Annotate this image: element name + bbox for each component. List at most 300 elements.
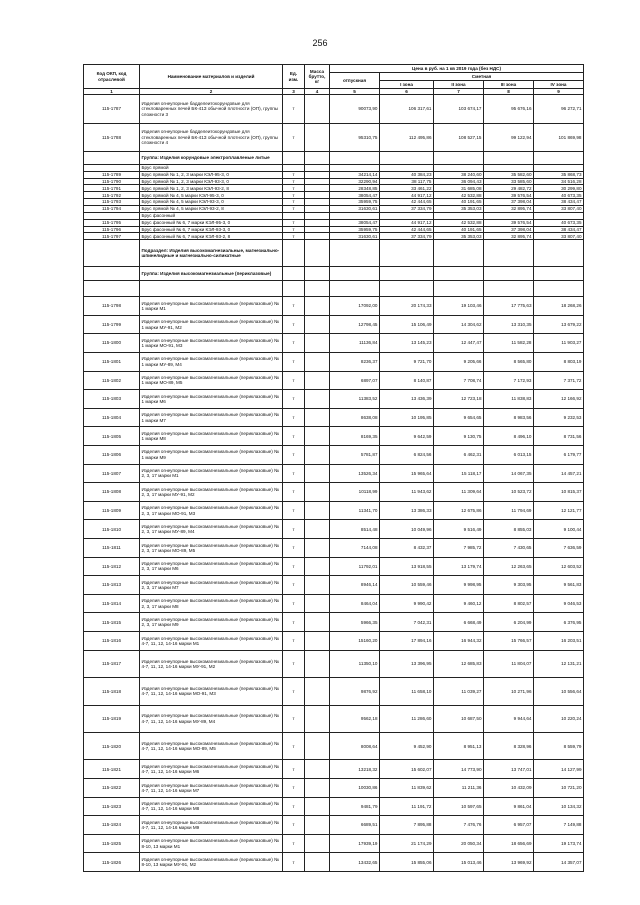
row-name: Изделия огнеупорные высокомагнезиальные (периклазовые) № 2, 3, 17 марки М6 <box>140 557 283 576</box>
row-code: 115-1810 <box>84 520 140 539</box>
row-price-zone-3: 13 969,92 <box>484 853 534 872</box>
row-code: 115-1811 <box>84 539 140 558</box>
row-mass <box>305 650 330 677</box>
table-row <box>84 297 584 316</box>
page-number: 256 <box>312 38 328 48</box>
row-price-zone-1: 10 559,46 <box>380 576 434 595</box>
row-name: Изделия огнеупорные высокомагнезиальные (периклазовые) № 2, 3, 17 марки М1 <box>140 464 283 483</box>
row-price-zone-3: 17 775,63 <box>484 297 534 316</box>
row-price-zone-3 <box>484 212 534 219</box>
row-code: 115-1797 <box>84 233 140 240</box>
row-price-zone-2: 9 205,66 <box>434 352 484 371</box>
row-price-zone-4: 96 272,71 <box>534 95 584 123</box>
row-name: Изделия огнеупорные бадделеитокорундовые для стекловаренных печей БК-41З обычной плотности (ОП), группы сложности 4 <box>140 123 283 151</box>
row-price-zone-3: 6 957,07 <box>484 816 534 835</box>
row-price-zone-1: 13 386,33 <box>380 501 434 520</box>
row-mass <box>305 240 330 266</box>
row-price-zone-2: 12 675,86 <box>434 501 484 520</box>
row-mass <box>305 334 330 353</box>
row-mass <box>305 464 330 483</box>
row-price-zone-4: 9 046,53 <box>534 594 584 613</box>
row-code: 115-1812 <box>84 557 140 576</box>
row-price-zone-1: 42 444,65 <box>380 226 434 233</box>
row-price-zone-2: 19 103,46 <box>434 297 484 316</box>
row-price-zone-1: 8 140,87 <box>380 371 434 390</box>
row-code: 115-1802 <box>84 371 140 390</box>
row-price-zone-2: 13 179,74 <box>434 557 484 576</box>
row-code: 115-1817 <box>84 650 140 677</box>
col-num-5: 5 <box>330 89 380 95</box>
row-unit: т <box>283 779 305 798</box>
row-price-zone-4: 9 100,44 <box>534 520 584 539</box>
row-unit: т <box>283 678 305 705</box>
row-price-zone-3: 9 944,64 <box>484 705 534 732</box>
row-price-zone-4: 9 232,53 <box>534 408 584 427</box>
row-mass <box>305 199 330 206</box>
row-mass <box>305 760 330 779</box>
row-code: 115-1807 <box>84 464 140 483</box>
row-mass <box>305 501 330 520</box>
row-price-zone-4 <box>534 164 584 171</box>
row-name: Брус фасонный № 6, 7 марки КЭЛ-95-3, 0 <box>140 219 283 226</box>
row-price-zone-3: 33 585,60 <box>484 178 534 185</box>
row-price-zone-3: 8 496,10 <box>484 427 534 446</box>
row-unit: т <box>283 352 305 371</box>
row-price-zone-1 <box>380 164 434 171</box>
row-price-zone-1: 9 452,90 <box>380 732 434 759</box>
row-price-zone-1: 40 384,23 <box>380 171 434 178</box>
row-price-release: 28348,85 <box>330 185 380 192</box>
row-price-release: 8464,04 <box>330 594 380 613</box>
col-num-4: 4 <box>305 89 330 95</box>
row-price-zone-2: 10 687,50 <box>434 705 484 732</box>
row-name: Изделия огнеупорные высокомагнезиальные (периклазовые) № 1 марки МУ-91, М2 <box>140 315 283 334</box>
row-mass <box>305 233 330 240</box>
row-price-release: 8514,48 <box>330 520 380 539</box>
row-code: 115-1824 <box>84 816 140 835</box>
row-code: 115-1825 <box>84 834 140 853</box>
row-code: 115-1815 <box>84 613 140 632</box>
row-mass <box>305 557 330 576</box>
row-price-release: 8169,35 <box>330 427 380 446</box>
row-code: 115-1813 <box>84 576 140 595</box>
header-unit: Ед. изм. <box>283 65 305 89</box>
row-code: 115-1795 <box>84 219 140 226</box>
row-price-zone-2: 15 013,46 <box>434 853 484 872</box>
row-price-zone-3: 8 802,57 <box>484 594 534 613</box>
row-price-zone-1: 11 286,60 <box>380 705 434 732</box>
row-price-zone-2: 6 668,49 <box>434 613 484 632</box>
row-price-zone-3: 11 794,69 <box>484 501 534 520</box>
row-unit <box>283 152 305 165</box>
table-row <box>84 816 584 835</box>
row-price-zone-4: 14 127,99 <box>534 760 584 779</box>
row-code: 115-1803 <box>84 390 140 409</box>
row-price-zone-3: 7 430,65 <box>484 539 534 558</box>
row-price-zone-1: 44 917,12 <box>380 192 434 199</box>
table-row <box>84 557 584 576</box>
row-name <box>140 281 283 297</box>
row-mass <box>305 371 330 390</box>
row-mass <box>305 390 330 409</box>
row-unit: т <box>283 483 305 502</box>
row-price-zone-3: 8 328,96 <box>484 732 534 759</box>
row-price-zone-2: 6 462,31 <box>434 445 484 464</box>
header-zone-3: III зона <box>484 81 534 89</box>
row-unit: т <box>283 464 305 483</box>
table-row <box>84 797 584 816</box>
row-code: 115-1826 <box>84 853 140 872</box>
header-code: Код ОКП, код отраслевой <box>84 65 140 89</box>
row-price-zone-2: 7 985,72 <box>434 539 484 558</box>
row-unit: т <box>283 171 305 178</box>
row-name: Брус фасонный <box>140 212 283 219</box>
row-unit: т <box>283 594 305 613</box>
row-price-release: 10030,86 <box>330 779 380 798</box>
row-price-zone-4: 8 559,79 <box>534 732 584 759</box>
row-unit: т <box>283 576 305 595</box>
row-unit: т <box>283 797 305 816</box>
row-name: Изделия огнеупорные высокомагнезиальные (периклазовые) № 4-7, 11, 12, 14-16 марки М9 <box>140 816 283 835</box>
row-price-zone-3: 10 271,96 <box>484 678 534 705</box>
table-row <box>84 192 584 199</box>
row-price-release: 7144,08 <box>330 539 380 558</box>
row-price-zone-4: 14 457,21 <box>534 464 584 483</box>
row-price-zone-4: 8 803,19 <box>534 352 584 371</box>
table-row <box>84 539 584 558</box>
row-price-zone-3: 29 482,72 <box>484 185 534 192</box>
table-row <box>84 613 584 632</box>
row-unit: т <box>283 520 305 539</box>
row-price-zone-3: 11 582,28 <box>484 334 534 353</box>
row-name: Брус прямой № 1, 2, 3 марки КЭЛ-93-2, 8 <box>140 185 283 192</box>
row-price-zone-2: 9 130,75 <box>434 427 484 446</box>
row-code <box>84 152 140 165</box>
row-price-zone-3 <box>484 281 534 297</box>
row-price-release: 6897,07 <box>330 371 380 390</box>
row-code: 115-1800 <box>84 334 140 353</box>
row-mass <box>305 408 330 427</box>
row-price-zone-3 <box>484 164 534 171</box>
row-price-zone-4: 10 134,32 <box>534 797 584 816</box>
row-price-zone-2: 103 674,17 <box>434 95 484 123</box>
row-price-zone-4: 6 376,95 <box>534 613 584 632</box>
row-price-zone-2: 10 597,65 <box>434 797 484 816</box>
row-unit: т <box>283 427 305 446</box>
row-mass <box>305 315 330 334</box>
row-name: Изделия огнеупорные бадделеитокорундовые для стекловаренных печей БК-41З обычной плотности (ОП), группы сложности 3 <box>140 95 283 123</box>
row-price-release: 6689,51 <box>330 816 380 835</box>
row-price-zone-2: 12 723,18 <box>434 390 484 409</box>
row-price-zone-3: 14 067,35 <box>484 464 534 483</box>
row-code: 115-1820 <box>84 732 140 759</box>
row-price-release: 8946,14 <box>330 576 380 595</box>
row-price-zone-1: 10 049,96 <box>380 520 434 539</box>
row-price-zone-4: 33 807,40 <box>534 205 584 212</box>
row-price-zone-4: 12 166,92 <box>534 390 584 409</box>
row-price-release: 13526,34 <box>330 464 380 483</box>
table-row <box>84 219 584 226</box>
row-unit: т <box>283 760 305 779</box>
row-price-zone-2: 40 191,65 <box>434 226 484 233</box>
row-price-release: 9562,18 <box>330 705 380 732</box>
row-name: Подраздел: Изделия высокомагнезиальные, магнезиально-шпинелидные и магнезиально-силикатные <box>140 240 283 266</box>
row-name: Изделия огнеупорные высокомагнезиальные (периклазовые) № 1 марки М8 <box>140 427 283 446</box>
row-price-zone-3: 8 855,03 <box>484 520 534 539</box>
row-price-zone-2: 35 353,03 <box>434 205 484 212</box>
row-name: Изделия огнеупорные высокомагнезиальные (периклазовые) № 1 марки МО-89, М5 <box>140 371 283 390</box>
row-name: Изделия огнеупорные высокомагнезиальные (периклазовые) № 4-7, 11, 12, 14-16 марки М8 <box>140 797 283 816</box>
table-row <box>84 199 584 206</box>
row-price-zone-3: 11 838,83 <box>484 390 534 409</box>
row-mass <box>305 152 330 165</box>
row-mass <box>305 123 330 151</box>
row-price-release: 38054,47 <box>330 192 380 199</box>
row-price-zone-1: 112 495,86 <box>380 123 434 151</box>
row-price-release: 17939,19 <box>330 834 380 853</box>
table-row <box>84 164 584 171</box>
row-price-zone-1: 11 943,62 <box>380 483 434 502</box>
row-unit: т <box>283 539 305 558</box>
row-code <box>84 281 140 297</box>
row-price-zone-4: 38 434,47 <box>534 199 584 206</box>
row-price-release: 8236,37 <box>330 352 380 371</box>
row-name: Изделия огнеупорные высокомагнезиальные (периклазовые) № 4-7, 11, 12, 14-16 марки МУ-91, М2 <box>140 650 283 677</box>
table-row <box>84 632 584 651</box>
row-unit: т <box>283 205 305 212</box>
row-price-zone-2: 16 944,32 <box>434 632 484 651</box>
row-price-zone-1: 6 824,56 <box>380 445 434 464</box>
row-mass <box>305 678 330 705</box>
row-price-zone-1 <box>380 152 434 165</box>
row-unit: т <box>283 226 305 233</box>
row-mass <box>305 594 330 613</box>
row-unit: т <box>283 613 305 632</box>
row-price-zone-2: 108 527,15 <box>434 123 484 151</box>
row-price-zone-2 <box>434 281 484 297</box>
row-price-zone-3 <box>484 266 534 281</box>
row-unit: т <box>283 632 305 651</box>
row-price-release <box>330 281 380 297</box>
row-price-zone-1: 11 839,62 <box>380 779 434 798</box>
row-name: Изделия огнеупорные высокомагнезиальные (периклазовые) № 1 марки МУ-89, М4 <box>140 352 283 371</box>
row-price-release: 34214,14 <box>330 171 380 178</box>
row-name: Изделия огнеупорные высокомагнезиальные (периклазовые) № 2, 3, 17 марки МУ-89, М4 <box>140 520 283 539</box>
row-price-release <box>330 152 380 165</box>
row-price-release: 17092,00 <box>330 297 380 316</box>
row-price-zone-1: 10 195,85 <box>380 408 434 427</box>
row-name: Брус прямой № 4, 5 марки КЭЛ-93-3, 0 <box>140 199 283 206</box>
row-price-zone-2: 38 240,60 <box>434 171 484 178</box>
row-code <box>84 240 140 266</box>
row-unit: т <box>283 650 305 677</box>
row-unit: т <box>283 185 305 192</box>
row-price-zone-1: 37 334,79 <box>380 233 434 240</box>
row-unit: т <box>283 219 305 226</box>
row-price-zone-1: 13 396,95 <box>380 650 434 677</box>
row-price-release <box>330 266 380 281</box>
row-price-zone-1: 20 174,33 <box>380 297 434 316</box>
row-mass <box>305 427 330 446</box>
row-price-zone-1 <box>380 240 434 266</box>
row-price-zone-3 <box>484 240 534 266</box>
row-price-zone-3: 32 895,74 <box>484 205 534 212</box>
row-price-release: 12798,45 <box>330 315 380 334</box>
row-price-zone-3: 95 676,16 <box>484 95 534 123</box>
row-unit: т <box>283 95 305 123</box>
row-price-zone-4: 38 434,47 <box>534 226 584 233</box>
row-name: Брус фасонный № 6, 7 марки КЭЛ-93-2, 8 <box>140 233 283 240</box>
row-price-zone-3: 10 432,09 <box>484 779 534 798</box>
row-name: Изделия огнеупорные высокомагнезиальные (периклазовые) № 2, 3, 17 марки МО-91, М3 <box>140 501 283 520</box>
table-row <box>84 123 584 151</box>
row-mass <box>305 281 330 297</box>
row-code: 115-1809 <box>84 501 140 520</box>
header-zone-1: I зона <box>380 81 434 89</box>
table-row <box>84 483 584 502</box>
row-code: 115-1787 <box>84 95 140 123</box>
row-unit: т <box>283 705 305 732</box>
table-row <box>84 390 584 409</box>
header-name: Наименование материалов и изделий <box>140 65 283 89</box>
header-estimate: Сметная <box>380 73 584 81</box>
row-price-zone-4: 40 673,35 <box>534 192 584 199</box>
row-unit: т <box>283 199 305 206</box>
row-price-zone-4: 33 807,40 <box>534 233 584 240</box>
col-num-8: 8 <box>484 89 534 95</box>
row-unit: т <box>283 297 305 316</box>
row-price-zone-2: 14 304,62 <box>434 315 484 334</box>
row-mass <box>305 853 330 872</box>
row-price-zone-4: 10 721,20 <box>534 779 584 798</box>
row-unit: т <box>283 315 305 334</box>
row-price-release: 5781,87 <box>330 445 380 464</box>
row-price-zone-4 <box>534 240 584 266</box>
row-price-release: 35959,75 <box>330 226 380 233</box>
row-price-release: 11136,84 <box>330 334 380 353</box>
row-mass <box>305 352 330 371</box>
row-code: 115-1806 <box>84 445 140 464</box>
row-unit: т <box>283 816 305 835</box>
row-price-zone-4: 11 903,27 <box>534 334 584 353</box>
table-row <box>84 594 584 613</box>
row-price-zone-4: 9 561,83 <box>534 576 584 595</box>
row-mass <box>305 95 330 123</box>
row-price-zone-2: 15 118,17 <box>434 464 484 483</box>
header-mass: Масса брутто, кг <box>305 65 330 89</box>
row-unit: т <box>283 853 305 872</box>
row-name: Изделия огнеупорные высокомагнезиальные (периклазовые) № 4-7, 11, 12, 14-16 марки М1 <box>140 632 283 651</box>
row-price-zone-1: 15 602,07 <box>380 760 434 779</box>
row-price-zone-3: 37 398,04 <box>484 199 534 206</box>
row-mass <box>305 164 330 171</box>
table-row <box>84 427 584 446</box>
row-code: 115-1799 <box>84 315 140 334</box>
row-price-release: 9876,92 <box>330 678 380 705</box>
row-price-zone-1: 9 721,70 <box>380 352 434 371</box>
row-unit <box>283 266 305 281</box>
col-num-6: 6 <box>380 89 434 95</box>
row-price-zone-4: 12 131,21 <box>534 650 584 677</box>
row-price-zone-1: 38 117,75 <box>380 178 434 185</box>
row-mass <box>305 816 330 835</box>
row-price-zone-4: 18 268,26 <box>534 297 584 316</box>
row-mass <box>305 632 330 651</box>
table-row <box>84 408 584 427</box>
row-price-zone-1: 21 174,29 <box>380 834 434 853</box>
row-price-zone-4: 10 556,64 <box>534 678 584 705</box>
row-price-zone-2: 12 685,83 <box>434 650 484 677</box>
row-price-zone-3: 15 766,57 <box>484 632 534 651</box>
row-name: Изделия огнеупорные высокомагнезиальные (периклазовые) № 4-7, 11, 12, 14-16 марки М7 <box>140 779 283 798</box>
row-unit: т <box>283 732 305 759</box>
row-price-zone-1: 9 642,59 <box>380 427 434 446</box>
row-price-zone-2 <box>434 266 484 281</box>
row-price-zone-2: 11 039,27 <box>434 678 484 705</box>
row-price-zone-3: 10 523,72 <box>484 483 534 502</box>
row-price-zone-3: 11 804,07 <box>484 650 534 677</box>
table-row <box>84 205 584 212</box>
row-price-zone-4: 7 149,88 <box>534 816 584 835</box>
table-row <box>84 705 584 732</box>
row-price-zone-4: 10 220,24 <box>534 705 584 732</box>
table-row <box>84 178 584 185</box>
row-code: 115-1814 <box>84 594 140 613</box>
row-code: 115-1804 <box>84 408 140 427</box>
row-price-zone-1 <box>380 266 434 281</box>
row-price-release: 9481,79 <box>330 797 380 816</box>
row-mass <box>305 171 330 178</box>
row-unit: т <box>283 371 305 390</box>
row-code: 115-1798 <box>84 297 140 316</box>
row-price-zone-4 <box>534 212 584 219</box>
row-price-zone-4: 19 173,74 <box>534 834 584 853</box>
row-name: Изделия огнеупорные высокомагнезиальные (периклазовые) № 8-10, 13 марки М1 <box>140 834 283 853</box>
row-price-release: 31630,61 <box>330 205 380 212</box>
row-price-zone-2: 36 094,43 <box>434 178 484 185</box>
row-name: Изделия огнеупорные высокомагнезиальные (периклазовые) № 1 марки М7 <box>140 408 283 427</box>
table-row <box>84 95 584 123</box>
row-price-zone-1: 11 191,72 <box>380 797 434 816</box>
row-mass <box>305 705 330 732</box>
row-name: Изделия огнеупорные высокомагнезиальные (периклазовые) № 1 марки М6 <box>140 390 283 409</box>
row-name: Изделия огнеупорные высокомагнезиальные (периклазовые) № 8-10, 13 марки МУ-91, М2 <box>140 853 283 872</box>
table-row <box>84 760 584 779</box>
table-row <box>84 233 584 240</box>
row-price-zone-1 <box>380 281 434 297</box>
header-price-group: Цена в руб. на 1 кв 2019 года (без НДС) <box>330 65 584 73</box>
row-price-zone-1: 42 444,65 <box>380 199 434 206</box>
row-code: 115-1822 <box>84 779 140 798</box>
row-price-zone-3: 35 582,60 <box>484 171 534 178</box>
row-price-zone-2: 12 447,47 <box>434 334 484 353</box>
row-unit: т <box>283 445 305 464</box>
row-mass <box>305 212 330 219</box>
row-mass <box>305 445 330 464</box>
row-price-release: 13432,65 <box>330 853 380 872</box>
row-price-release <box>330 164 380 171</box>
row-code <box>84 266 140 281</box>
row-unit: т <box>283 334 305 353</box>
row-price-zone-4: 14 357,07 <box>534 853 584 872</box>
row-mass <box>305 192 330 199</box>
row-price-zone-2: 11 211,36 <box>434 779 484 798</box>
row-price-zone-1: 15 855,06 <box>380 853 434 872</box>
header-zone-2: II зона <box>434 81 484 89</box>
row-price-zone-1: 8 432,37 <box>380 539 434 558</box>
row-price-zone-1: 13 145,23 <box>380 334 434 353</box>
row-mass <box>305 797 330 816</box>
